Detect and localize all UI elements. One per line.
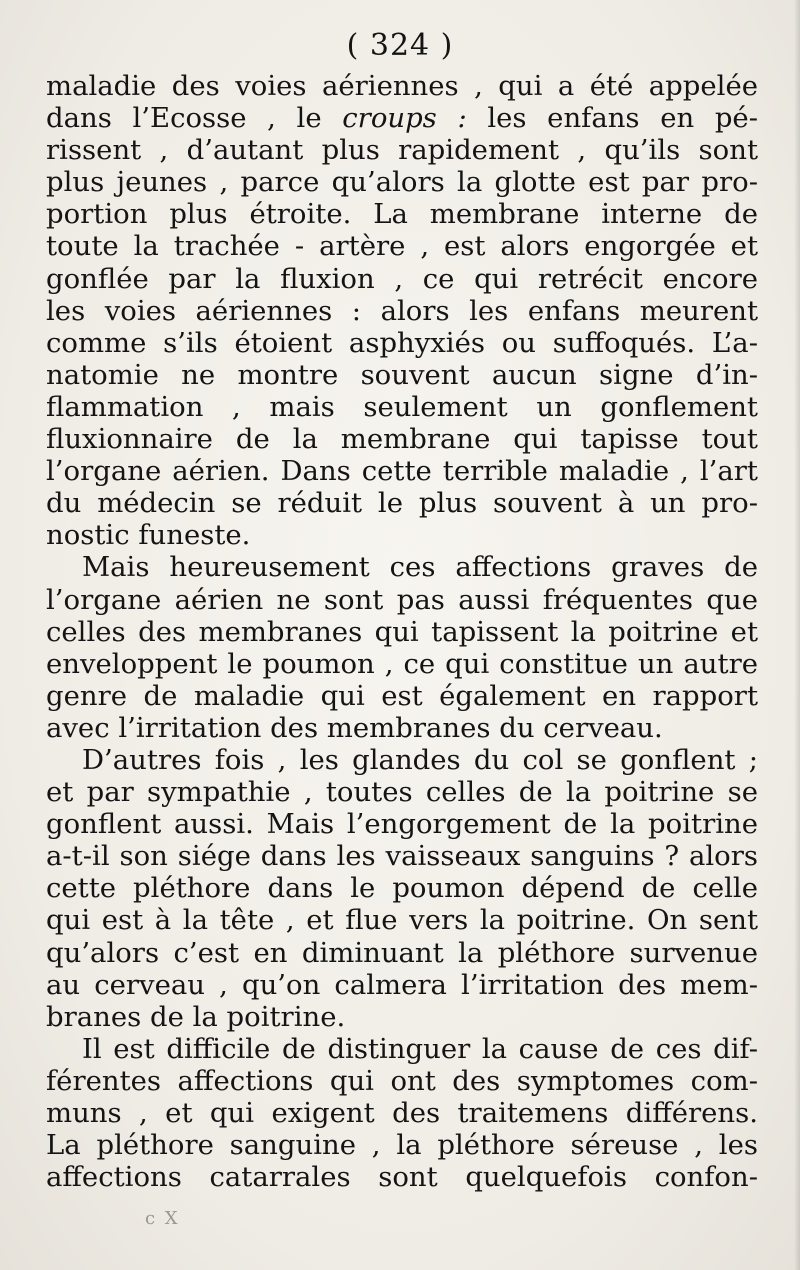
page-edge-shadow (794, 0, 800, 1270)
text-line: Mais heureusement ces affections graves de (82, 551, 758, 584)
text-line: comme s’ils étoient asphyxiés ou suffoqués. L’a- (46, 326, 758, 359)
text-line: au cerveau , qu’on calmera l’irritation des mem- (46, 968, 758, 1001)
text-line: gonflent aussi. Mais l’engorgement de la poitrine (46, 808, 758, 841)
text-line: l’organe aérien ne sont pas aussi fréquentes que (46, 583, 758, 616)
text-line: férentes affections qui ont des symptomes com- (46, 1064, 758, 1097)
italic-term: croups : (342, 102, 467, 135)
text-line: nostic funeste. (46, 519, 251, 552)
text-line: genre de maladie qui est également en rapport (46, 679, 758, 712)
text-line: et par sympathie , toutes celles de la poitrine se (46, 776, 758, 809)
text-line: Il est difficile de distinguer la cause de ces dif- (82, 1032, 758, 1065)
body-text (46, 70, 758, 1193)
catchword: c X (145, 1208, 180, 1229)
text-line: a-t-il son siége dans les vaisseaux sanguins ? alors (46, 840, 758, 873)
text-segment: les enfans en pé- (466, 102, 758, 135)
text-line: du médecin se réduit le plus souvent à un pro- (46, 487, 758, 520)
text-line: flammation , mais seulement un gonflement (46, 390, 758, 423)
text-line: affections catarrales sont quelquefois confon- (46, 1161, 758, 1194)
text-line: qui est à la tête , et flue vers la poitrine. On sent (46, 904, 758, 937)
text-line: gonflée par la fluxion , ce qui retrécit encore (46, 262, 758, 295)
text-line: muns , et qui exigent des traitemens différens. (46, 1097, 758, 1129)
text-line: cette pléthore dans le poumon dépend de celle (46, 872, 758, 905)
text-line: les voies aériennes : alors les enfans meurent (46, 294, 758, 327)
text-line (46, 102, 758, 134)
text-line: branes de la poitrine. (46, 1000, 346, 1033)
text-line: plus jeunes , parce qu’alors la glotte est par pro- (46, 166, 758, 199)
text-line: celles des membranes qui tapissent la poitrine et (46, 615, 758, 648)
text-line: avec l’irritation des membranes du cerveau. (46, 711, 663, 744)
text-line: fluxionnaire de la membrane qui tapisse tout (46, 423, 758, 456)
text-line: enveloppent le poumon , ce qui constitue un autre (46, 647, 758, 680)
text-segment: dans l’Ecosse , le (46, 102, 343, 135)
text-line: maladie des voies aériennes , qui a été appelée (46, 70, 758, 102)
text-line: l’organe aérien. Dans cette terrible maladie , l’art (46, 455, 758, 488)
text-line: natomie ne montre souvent aucun signe d’in- (46, 358, 758, 391)
text-line: portion plus étroite. La membrane interne de (46, 198, 758, 231)
text-line: qu’alors c’est en diminuant la pléthore survenue (46, 936, 758, 969)
page-number: ( 324 ) (346, 28, 454, 63)
text-line: D’autres fois , les glandes du col se gonflent ; (82, 743, 758, 776)
text-line: toute la trachée - artère , est alors engorgée et (46, 230, 758, 263)
text-line: La pléthore sanguine , la pléthore séreuse , les (46, 1129, 758, 1162)
text-line: rissent , d’autant plus rapidement , qu’ils sont (46, 134, 758, 167)
